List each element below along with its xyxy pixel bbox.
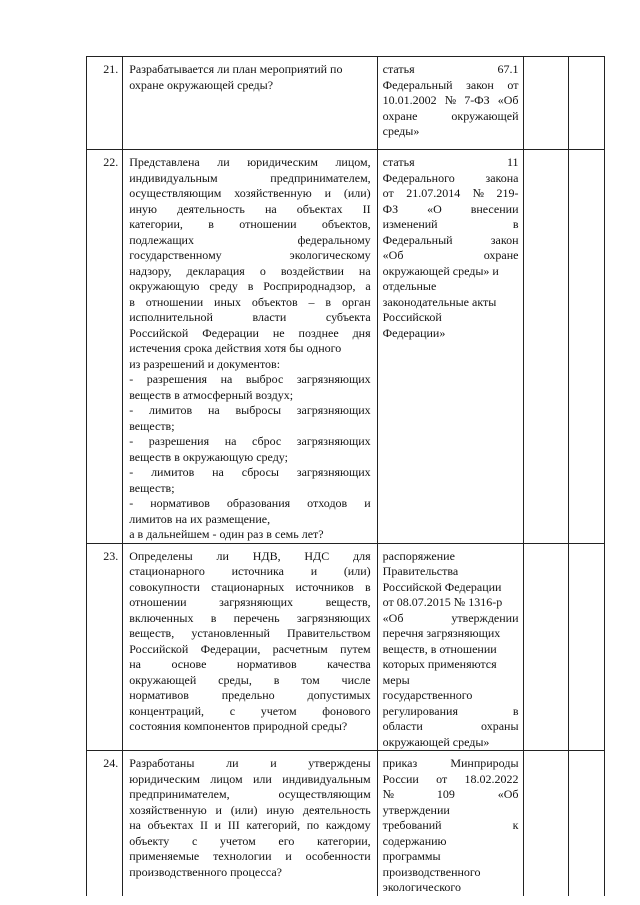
row-number-cell (87, 751, 123, 896)
text-line: требований к (382, 818, 519, 832)
text-line: истечения срока действия хотя бы одного (129, 341, 342, 355)
question-text (123, 544, 376, 735)
text-line: подлежащих федеральному (129, 232, 371, 247)
text-line: окружающей среды» и (382, 263, 499, 278)
answer-cell[interactable] (523, 543, 568, 751)
legal-reference-cell (377, 57, 523, 150)
legal-reference-text (378, 150, 523, 341)
question-text (123, 751, 376, 880)
table-row-22 (87, 150, 605, 544)
row-number: 22. (103, 155, 119, 169)
text-line: 10.01.2002 № 7-ФЗ «Об (382, 93, 519, 107)
text-line: предпринимателем, осуществляющим (129, 787, 371, 801)
text-line: хозяйственную и (или) иную деятельность (129, 802, 371, 817)
text-line: веществ, в отношении (382, 641, 497, 656)
legal-reference-text (378, 544, 523, 751)
text-line: отдельные (382, 279, 437, 293)
text-line: законодательные акты (382, 294, 497, 309)
text-line: отношении загрязняющих веществ, (129, 595, 371, 609)
text-line: концентраций, с учетом фонового (129, 703, 371, 718)
text-line: которых применяются (382, 657, 497, 671)
text-line: надзору, декларация о воздействии на (129, 263, 371, 278)
text-line: перечня загрязняющих (382, 626, 501, 640)
text-line: веществ в атмосферный воздух; (129, 387, 294, 402)
text-line: иную деятельность на объектах II (129, 201, 371, 216)
text-line: на объектах II и III категорий, по каждому (129, 818, 371, 832)
text-line: Федерального закона (382, 170, 519, 185)
text-line: лимитов на их размещение, (129, 511, 271, 526)
text-line: «Об утверждении (382, 610, 519, 625)
text-line: категории, в отношении объектов, (129, 217, 371, 231)
row-number: 21. (103, 62, 119, 76)
text-line: распоряжение (382, 548, 455, 563)
text-line: охране окружающей (382, 108, 519, 123)
text-line: изменений в (382, 217, 519, 231)
text-line: производственного процесса? (129, 864, 283, 879)
text-line: юридическим лицом или индивидуальным (129, 771, 371, 786)
text-line: статья 67.1 (382, 62, 519, 76)
answer-cell[interactable] (523, 751, 568, 896)
text-line: утверждении (382, 802, 450, 817)
text-line: Определены ли НДВ, НДС для (129, 548, 371, 563)
text-line: - разрешения на выброс загрязняющих (129, 372, 371, 386)
text-line: государственному экологическому (129, 248, 371, 262)
text-line: совокупности стационарных источников в (129, 579, 371, 594)
text-line: приказ Минприроды (382, 756, 519, 770)
text-line: веществ в окружающую среду; (129, 449, 288, 464)
text-line: - разрешения на сброс загрязняющих (129, 434, 371, 448)
question-cell (123, 150, 377, 544)
table-row-24 (87, 751, 605, 896)
text-line: среды» (382, 124, 420, 138)
note-cell[interactable] (568, 150, 604, 544)
text-line: Правительства (382, 564, 459, 578)
text-line: из разрешений и документов: (129, 356, 281, 371)
checklist-page (86, 56, 605, 894)
answer-cell[interactable] (523, 150, 568, 544)
text-line: - лимитов на сбросы загрязняющих (129, 465, 371, 479)
text-line: окружающей среды, в том числе (129, 672, 371, 687)
text-line: № 109 «Об (382, 787, 519, 801)
note-cell[interactable] (568, 543, 604, 751)
note-cell[interactable] (568, 751, 604, 896)
text-line: индивидуальным предпринимателем, (129, 170, 371, 185)
text-line: Разработаны ли и утверждены (129, 756, 371, 770)
question-text (123, 150, 376, 543)
text-line: в отношении иных объектов – в орган (129, 294, 371, 309)
legal-reference-text (378, 57, 523, 140)
text-line: Представлена ли юридическим лицом, (129, 155, 371, 169)
text-line: России от 18.02.2022 (382, 771, 519, 786)
text-line: производственного (382, 864, 481, 879)
legal-reference-cell (377, 150, 523, 544)
text-line: «Об охране (382, 248, 519, 262)
text-line: веществ, установленный Правительством (129, 626, 371, 640)
text-line: содержанию (382, 833, 447, 848)
row-number-cell (87, 543, 123, 751)
text-line: Федеральный закон (382, 232, 519, 247)
text-line: Российской Федерации (382, 579, 502, 594)
text-line: окружающую среду в Росприроднадзор, а (129, 279, 371, 293)
legal-reference-text (378, 751, 523, 896)
checklist-table (86, 56, 605, 896)
text-line: от 21.07.2014 № 219- (382, 186, 519, 200)
text-line: веществ; (129, 480, 175, 495)
text-line: состояния компонентов природной среды? (129, 719, 348, 733)
text-line: окружающей среды» (382, 734, 490, 749)
text-line: объекту с учетом его категории, (129, 833, 371, 848)
text-line: области охраны (382, 719, 519, 733)
text-line: Российской (382, 310, 442, 324)
text-line: охране окружающей среды? (129, 77, 274, 92)
text-line: применяемые технологии и особенности (129, 849, 371, 863)
text-line: от 08.07.2015 № 1316-р (382, 595, 503, 609)
row-number-cell (87, 57, 123, 150)
text-line: Федеральный закон от (382, 77, 519, 92)
text-line: Российской Федерации, расчетным путем (129, 641, 371, 656)
text-line: исполнительной власти субъекта (129, 310, 371, 324)
question-text (123, 57, 376, 93)
text-line: Федерации» (382, 325, 446, 340)
legal-reference-cell (377, 543, 523, 751)
text-line: - нормативов образования отходов и (129, 496, 371, 510)
text-line: стационарного источника и (или) (129, 564, 371, 578)
text-line: ФЗ «О внесении (382, 201, 519, 216)
table-row-23 (87, 543, 605, 751)
text-line: статья 11 (382, 155, 519, 169)
legal-reference-cell (377, 751, 523, 896)
text-line: Разрабатывается ли план мероприятий по (129, 62, 343, 76)
text-line: на основе нормативов качества (129, 657, 371, 671)
answer-cell[interactable] (523, 57, 568, 150)
question-cell (123, 751, 377, 896)
question-cell (123, 543, 377, 751)
text-line: а в дальнейшем - один раз в семь лет? (129, 527, 324, 541)
note-cell[interactable] (568, 57, 604, 150)
text-line: регулирования в (382, 703, 519, 718)
text-line: осуществляющим хозяйственную и (или) (129, 186, 371, 200)
text-line: экологического (382, 880, 462, 894)
text-line: веществ; (129, 418, 175, 433)
question-cell (123, 57, 377, 150)
text-line: - лимитов на выбросы загрязняющих (129, 403, 371, 417)
row-number: 23. (103, 548, 119, 563)
row-number: 24. (103, 756, 119, 770)
text-line: государственного (382, 688, 473, 702)
text-line: включенных в перечень загрязняющих (129, 610, 371, 625)
text-line: Российской Федерации не позднее дня (129, 325, 371, 340)
text-line: программы (382, 849, 441, 863)
table-row-21 (87, 57, 605, 150)
row-number-cell (87, 150, 123, 544)
text-line: меры (382, 672, 410, 687)
text-line: нормативов предельно допустимых (129, 688, 371, 702)
